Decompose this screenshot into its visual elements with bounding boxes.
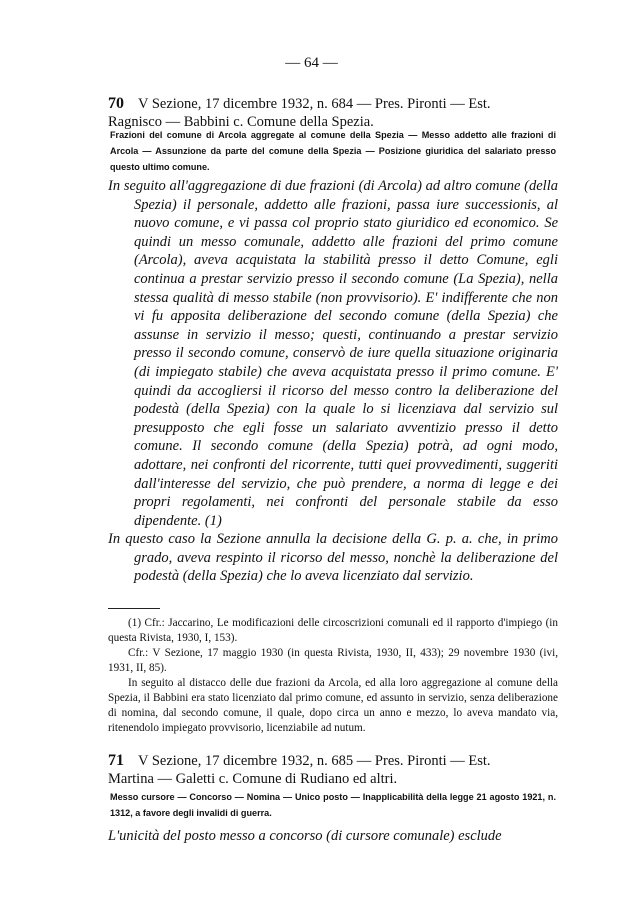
massima-paragraph: In questo caso la Sezione annulla la decisione della G. p. a. che, in primo grado, aveva respinto il ricorso del messo, nonchè la deliberazione del podestà (della Spezia) che lo aveva licenziato dal servizio. — [108, 531, 558, 585]
decision-number: 71 — [108, 752, 124, 769]
decision-71-massima-start: L'unicità del posto messo a concorso (di cursore comunale) esclude — [108, 828, 502, 844]
decision-71-keywords: Messo cursore — Concorso — Nomina — Unico posto — Inapplicabilità della legge 21 agosto 1921, n. 1312, a favore degli invalidi di guerra. — [110, 792, 556, 818]
page-number: — 64 — — [285, 55, 338, 71]
footnotes — [108, 616, 558, 736]
decision-header-line1: V Sezione, 17 dicembre 1932, n. 685 — Pres. Pironti — Est. — [138, 753, 491, 769]
footnote-paragraph: In seguito al distacco delle due frazioni da Arcola, ed alla loro aggregazione al comune della Spezia, il Babbini era stato licenziato dal primo comune, ed assunto in servizio, senza deliberazione di nomina, dal secondo comune, il quale, dopo circa un anno e mezzo, lo aveva mandato via, ritenendolo impiegato provvisorio, licenziabile ad nutum. — [108, 677, 558, 734]
decision-70-massime — [108, 177, 558, 586]
massima-paragraph: In seguito all'aggregazione di due frazioni (di Arcola) ad altro comune (della Spezia) il personale, addetto alle frazioni, passa iure successionis, al nuovo comune, e vi passa col proprio stato giuridico ed economico. Se quindi un messo comunale, addetto alle frazioni del primo comune (Arcola), aveva acquistata la stabilità presso il detto Comune, egli continua a prestar servizio presso il secondo comune (La Spezia), nella stessa qualità di messo stabile (non provvisorio). E' indifferente che non vi fu apposita deliberazione del secondo comune (della Spezia) che assunse in servizio il messo; questi, continuando a prestar servizio presso il secondo comune, conservò de iure quella situazione originaria (di impiegato stabile) che aveva acquistata presso il primo comune. E' quindi da accogliersi il ricorso del messo contro la deliberazione del podestà (della Spezia) con la quale lo si licenziava dal servizio sul presupposto che egli fosse un salariato avventizio presso il detto comune. Il secondo comune (della Spezia) potrà, ad ogni modo, adottare, nei confronti del ricorrente, tutti quei provvedimenti, suggeriti dall'interesse del servizio, che può prendere, a norma di legge e dei propri regolamenti, nei confronti del personale stabile da esso dipendente. (1) — [108, 178, 558, 529]
decision-number: 70 — [108, 95, 124, 112]
decision-header-line2: Ragnisco — Babbini c. Comune della Spezia. — [108, 114, 374, 130]
decision-header-line1: V Sezione, 17 dicembre 1932, n. 684 — Pres. Pironti — Est. — [138, 96, 491, 112]
footnote-paragraph: Cfr.: V Sezione, 17 maggio 1930 (in questa Rivista, 1930, II, 433); 29 novembre 1930 (ivi, 1931, II, 85). — [108, 647, 558, 674]
footnote-separator — [108, 608, 160, 609]
decision-header-line2: Martina — Galetti c. Comune di Rudiano ed altri. — [108, 771, 398, 787]
footnote-paragraph: (1) Cfr.: Jaccarino, Le modificazioni delle circoscrizioni comunali ed il rapporto d'impiego (in questa Rivista, 1930, I, 153). — [108, 617, 558, 644]
decision-70-keywords: Frazioni del comune di Arcola aggregate al comune della Spezia — Messo addetto alle frazioni di Arcola — Assunzione da parte del comune della Spezia — Posizione giuridica del salariato presso questo ultimo comune. — [110, 130, 556, 172]
